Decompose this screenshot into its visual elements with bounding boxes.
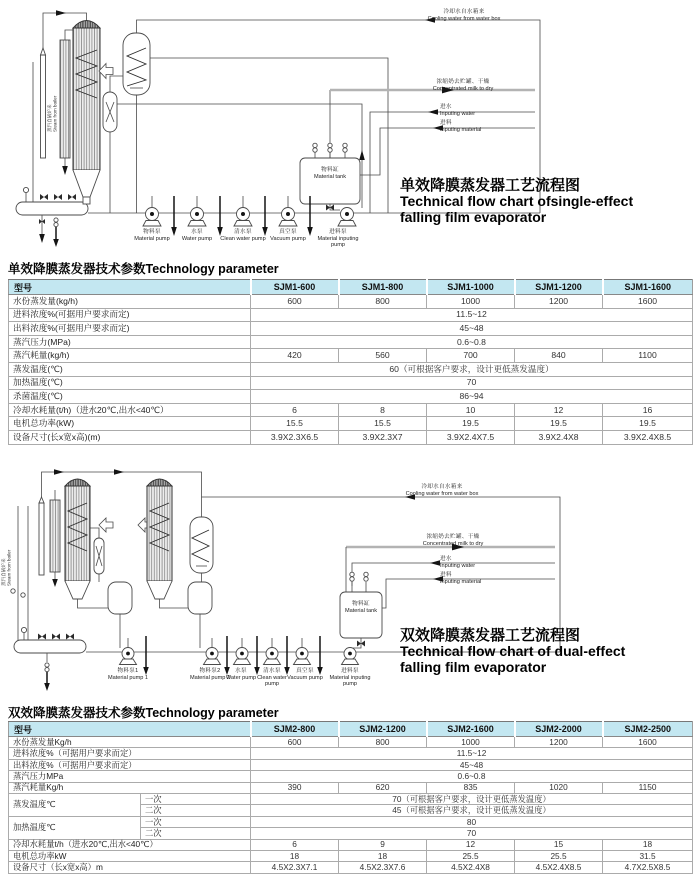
- cell-value: 4.7X2.5X8.5: [603, 862, 693, 873]
- cell-value: 1100: [603, 349, 693, 363]
- cell-value: 10: [427, 403, 515, 417]
- cell-value: 3.9X2.3X6.5: [251, 430, 339, 444]
- pump-label-material-2: 物料泵2 Material pump 2: [189, 668, 231, 681]
- table-row: [9, 782, 693, 793]
- row-label: 电机总功率kW: [9, 850, 251, 861]
- row-label: 蒸发温度(℃): [9, 362, 251, 376]
- cell-value: 3.9X2.4X8.5: [603, 430, 693, 444]
- col-header-4: SJM2-2000: [515, 722, 603, 737]
- cell-value: 1200: [515, 295, 603, 309]
- preheater-column: [39, 497, 60, 575]
- material-tank-label: 物料缸 Material tank: [344, 601, 378, 614]
- table-row: [9, 430, 693, 444]
- cell-value: 1150: [603, 782, 693, 793]
- cell-value: 0.6~0.8: [251, 771, 693, 782]
- diagram1-title-zh: 单效降膜蒸发器工艺流程图: [400, 177, 581, 194]
- row-label: 加热温度(℃): [9, 376, 251, 390]
- row-label: 加热温度℃: [9, 816, 141, 839]
- cell-value: 70: [251, 828, 693, 839]
- table-row: [9, 759, 693, 770]
- cell-value: 70: [251, 376, 693, 390]
- table-row: [9, 403, 693, 417]
- cell-value: 11.5~12: [251, 308, 693, 322]
- row-label: 设备尺寸（长x宽x高）m: [9, 862, 251, 873]
- pump-label-material: 物料泵 Material pump: [134, 229, 170, 242]
- cell-value: 560: [339, 349, 427, 363]
- table-row: [9, 737, 693, 748]
- clean-water-pump: [264, 648, 281, 665]
- pump-label-vacuum: 真空泵 Vacuum pump: [270, 229, 306, 242]
- row-label: 冷却水耗量(t/h)（进水20℃,出水<40℃）: [9, 403, 251, 417]
- cell-value: 3.9X2.4X7.5: [427, 430, 515, 444]
- clean-water-pump: [234, 208, 252, 227]
- row-sub-label: 一次: [141, 816, 251, 827]
- cell-value: 1600: [603, 295, 693, 309]
- table-row: [9, 349, 693, 363]
- diagram2-title-en1: Technical flow chart of dual-effect: [400, 643, 626, 660]
- cell-value: 1020: [515, 782, 603, 793]
- inputing-water-label: 进水 Inputing water: [440, 104, 476, 117]
- cell-value: 3.9X2.3X7: [339, 430, 427, 444]
- dual-effect-parameter-table: [8, 721, 693, 874]
- diagram1-title-en1: Technical flow chart ofsingle-effect: [400, 193, 634, 210]
- single-effect-parameter-table: [8, 279, 693, 445]
- vacuum-pump: [279, 208, 297, 227]
- material-inputing-pump: [338, 208, 356, 227]
- col-header-3: SJM2-1600: [427, 722, 515, 737]
- row-label: 蒸发温度℃: [9, 793, 141, 816]
- table2-title: 双效降膜蒸发器技术参数Technology parameter: [8, 706, 279, 720]
- material-inputing-pump: [342, 648, 359, 665]
- cell-value: 19.5: [427, 417, 515, 431]
- cell-value: 620: [339, 782, 427, 793]
- row-label: 水份蒸发量(kg/h): [9, 295, 251, 309]
- cell-value: 12: [427, 839, 515, 850]
- cell-value: 45~48: [251, 322, 693, 336]
- row-label: 出料浓度%（可据用户要求而定）: [9, 759, 251, 770]
- cell-value: 45（可根据客户要求，设计更低蒸发温度）: [251, 805, 693, 816]
- row-label: 出料浓度%(可据用户要求而定): [9, 322, 251, 336]
- separator-pot-1: [108, 582, 132, 614]
- cell-value: 60（可根据客户要求，设计更低蒸发温度）: [251, 362, 693, 376]
- table1-title: 单效降膜蒸发器技术参数Technology parameter: [8, 262, 279, 276]
- cell-value: 6: [251, 403, 339, 417]
- cell-value: 1000: [427, 737, 515, 748]
- cell-value: 4.5X2.3X7.1: [251, 862, 339, 873]
- col-header-5: SJM1-1600: [603, 280, 693, 295]
- cell-value: 600: [251, 737, 339, 748]
- table-row: [9, 362, 693, 376]
- material-pump-1: [120, 648, 137, 665]
- cell-value: 600: [251, 295, 339, 309]
- cell-value: 45~48: [251, 759, 693, 770]
- table-row: [9, 322, 693, 336]
- pump-label-material-1: 物料泵1 Material pump 1: [107, 668, 149, 681]
- condenser-vessel: [190, 517, 213, 573]
- cell-value: 0.6~0.8: [251, 335, 693, 349]
- water-pump: [188, 208, 206, 227]
- row-label: 蒸汽压力MPa: [9, 771, 251, 782]
- table-row: [9, 295, 693, 309]
- pump-label-water: 水泵 Water pump: [225, 668, 257, 681]
- diagram2-title-zh: 双效降膜蒸发器工艺流程图: [400, 627, 581, 644]
- table-row: [9, 816, 693, 827]
- cell-value: 835: [427, 782, 515, 793]
- row-label: 冷却水耗量t/h（进水20℃,出水<40℃）: [9, 839, 251, 850]
- cell-value: 31.5: [603, 850, 693, 861]
- col-header-3: SJM1-1000: [427, 280, 515, 295]
- cell-value: 19.5: [603, 417, 693, 431]
- steam-manifold: [11, 589, 86, 691]
- cell-value: 1200: [515, 737, 603, 748]
- row-sub-label: 二次: [141, 805, 251, 816]
- pump-label-material-inputing: 进料泵 Material inputing pump: [317, 229, 359, 249]
- cell-value: 18: [603, 839, 693, 850]
- col-header-4: SJM1-1200: [515, 280, 603, 295]
- cell-value: 420: [251, 349, 339, 363]
- col-header-model: 型号: [9, 722, 251, 737]
- cell-value: 6: [251, 839, 339, 850]
- cell-value: 70（可根据客户要求，设计更低蒸发温度）: [251, 793, 693, 804]
- cell-value: 12: [515, 403, 603, 417]
- table-row: [9, 390, 693, 404]
- col-header-1: SJM2-800: [251, 722, 339, 737]
- diagram2-title-en2: falling film evaporator: [400, 658, 547, 675]
- pump-label-vacuum: 真空泵 Vacuum pump: [287, 668, 323, 681]
- pump-label-clean-water: 清水泵 Clean water pump: [257, 668, 287, 688]
- table-row: [9, 376, 693, 390]
- cell-value: 80: [251, 816, 693, 827]
- cell-value: 800: [339, 737, 427, 748]
- cell-value: 4.5X2.3X7.6: [339, 862, 427, 873]
- condenser-vessel: [123, 33, 150, 95]
- cell-value: 86~94: [251, 390, 693, 404]
- inputing-material-label: 进料 Inputing material: [440, 120, 482, 133]
- cell-value: 18: [251, 850, 339, 861]
- steam-label-zh: 蒸汽自锅炉来: [47, 104, 52, 132]
- row-label: 电机总功率(kW): [9, 417, 251, 431]
- row-label: 进料浓度%（可据用户要求而定）: [9, 748, 251, 759]
- inputing-material-label: 进料 Inputing material: [440, 572, 482, 585]
- pump-label-material-inputing: 进料泵 Material inputing pump: [329, 668, 371, 688]
- cell-value: 11.5~12: [251, 748, 693, 759]
- pump-label-clean-water: 清水泵 Clean water pump: [220, 229, 266, 242]
- water-pump: [234, 648, 251, 665]
- col-header-1: SJM1-600: [251, 280, 339, 295]
- cell-value: 700: [427, 349, 515, 363]
- table-row: [9, 771, 693, 782]
- col-header-2: SJM1-800: [339, 280, 427, 295]
- cell-value: 390: [251, 782, 339, 793]
- table-row: [9, 793, 693, 804]
- vapor-duct-arrow-1: [99, 518, 113, 532]
- col-header-5: SJM2-2500: [603, 722, 693, 737]
- cell-value: 4.5X2.4X8: [427, 862, 515, 873]
- row-label: 杀菌温度(℃): [9, 390, 251, 404]
- row-label: 蒸汽压力(MPa): [9, 335, 251, 349]
- row-label: 设备尺寸(长x宽x高)(m): [9, 430, 251, 444]
- evaporator-column-1: [65, 479, 90, 599]
- row-label: 水份蒸发量Kg/h: [9, 737, 251, 748]
- cell-value: 25.5: [427, 850, 515, 861]
- separator-pot-2: [188, 582, 212, 614]
- cell-value: 3.9X2.4X8: [515, 430, 603, 444]
- cell-value: 15.5: [339, 417, 427, 431]
- cell-value: 16: [603, 403, 693, 417]
- evaporator-column-2: [147, 479, 172, 599]
- condensed-milk-label: 浓缩奶去贮罐、干燥 Concentrated milk to dry: [432, 79, 494, 92]
- cell-value: 1600: [603, 737, 693, 748]
- row-sub-label: 二次: [141, 828, 251, 839]
- material-pump-2: [204, 648, 221, 665]
- cell-value: 840: [515, 349, 603, 363]
- cell-value: 18: [339, 850, 427, 861]
- inputing-water-label: 进水 Inputing water: [440, 556, 476, 569]
- table-row: [9, 748, 693, 759]
- pump-label-water: 水泵 Water pump: [181, 229, 213, 242]
- row-label: 蒸汽耗量(kg/h): [9, 349, 251, 363]
- cell-value: 9: [339, 839, 427, 850]
- cell-value: 19.5: [515, 417, 603, 431]
- material-tank-label: 物料缸 Material tank: [313, 167, 347, 180]
- cell-value: 1000: [427, 295, 515, 309]
- steam-manifold: [16, 187, 88, 247]
- cell-value: 8: [339, 403, 427, 417]
- row-sub-label: 一次: [141, 793, 251, 804]
- diagram1-title-en2: falling film evaporator: [400, 208, 547, 225]
- col-header-2: SJM2-1200: [339, 722, 427, 737]
- separator-tube: [94, 538, 104, 574]
- cell-value: 4.5X2.4X8.5: [515, 862, 603, 873]
- vacuum-pump: [294, 648, 311, 665]
- cell-value: 25.5: [515, 850, 603, 861]
- cooling-water-label: 冷却水自水箱来 Cooling water from water box: [427, 9, 501, 22]
- row-label: 蒸汽耗量Kg/h: [9, 782, 251, 793]
- table-row: [9, 862, 693, 873]
- cooling-water-label: 冷却水自水箱来 Cooling water from water box: [405, 484, 479, 497]
- diagram2-title: [400, 627, 692, 676]
- steam-label-en: Steam from boiler: [6, 549, 12, 586]
- cell-value: 800: [339, 295, 427, 309]
- cell-value: 15: [515, 839, 603, 850]
- diagram1-title: [400, 177, 692, 226]
- table-row: [9, 839, 693, 850]
- evaporator-column: [73, 21, 100, 205]
- cell-value: 15.5: [251, 417, 339, 431]
- col-header-model: 型号: [9, 280, 251, 295]
- table-row: [9, 850, 693, 861]
- separator-vessel: [103, 92, 117, 132]
- row-label: 进料浓度%(可据用户要求而定): [9, 308, 251, 322]
- table-row: [9, 417, 693, 431]
- table-row: [9, 335, 693, 349]
- table-row: [9, 308, 693, 322]
- condensed-milk-label: 浓缩奶去贮罐、干燥 Concentrated milk to dry: [422, 534, 484, 547]
- steam-label-zh: 蒸汽自锅炉来: [1, 558, 6, 586]
- steam-label-en: Steam from boiler: [52, 95, 58, 132]
- material-pump: [143, 208, 161, 227]
